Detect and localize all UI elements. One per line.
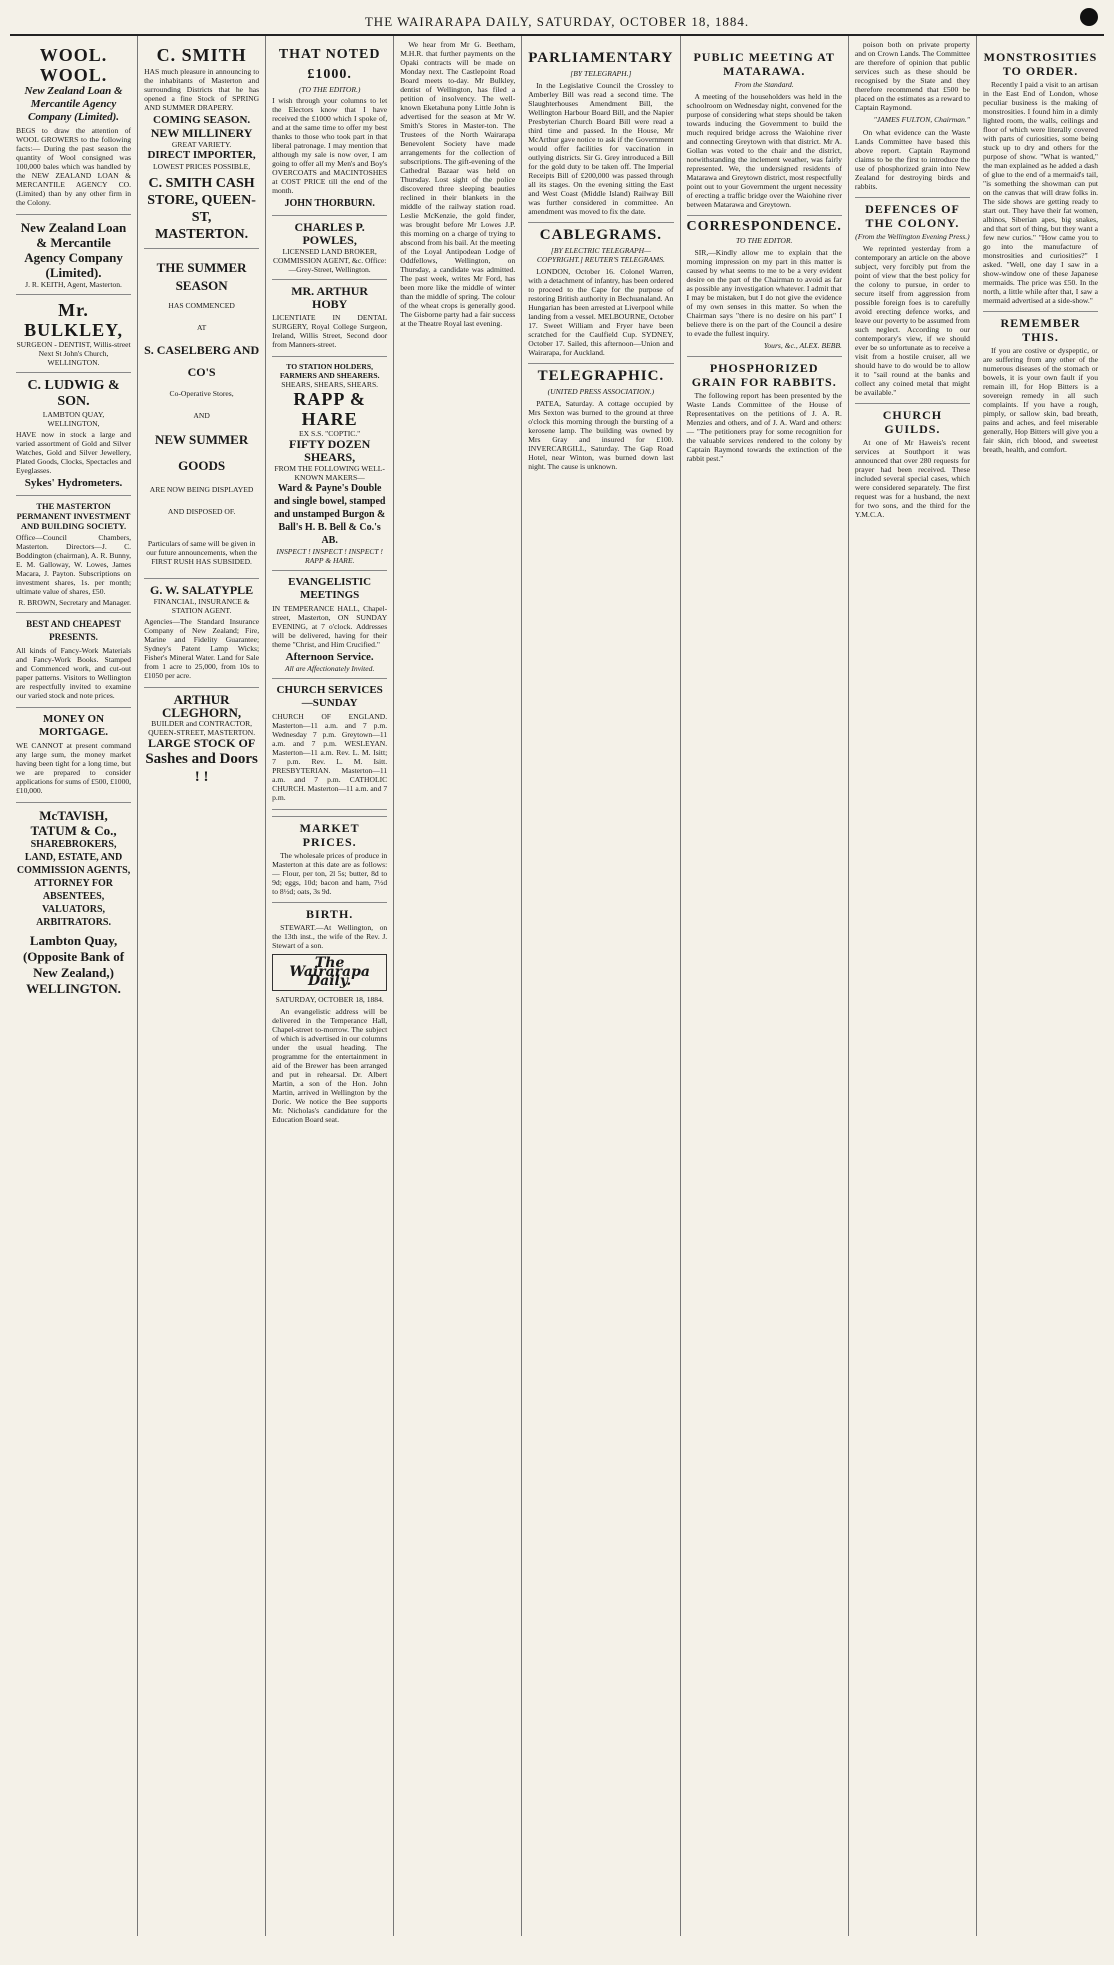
- tele-sub: (UNITED PRESS ASSOCIATION.): [547, 387, 655, 396]
- summer-line-2: AT: [196, 323, 207, 332]
- loan-sig: J. R. KEITH, Agent, Masterton.: [25, 280, 122, 289]
- birth-text: STEWART.—At Wellington, on the 13th inst., the wife of the Rev. J. Stewart of a son.: [272, 923, 388, 950]
- money-ad: [16, 708, 131, 803]
- parl-text: In the Legislative Council the Crossley to Amberley Bill was read a second time. The Slaughterhouses Amendment Bill, the Wellington Harbour Board Bill, and the Napier Presbyterian Church Board Bill were read a third time and passed. In the House, Mr McArthur gave notice to ask if the Government would offer facilities for vaccination in outlying districts. Sir G. Grey introduced a Bill for the gold duty to be taken off. The Imperial Receipts Bill of £200,000 was passed through all its stages. On the evening sitting the East and West Coast (Middle Island) Railway Bill was further considered in committee. An amendment was moved to fix the date.: [528, 81, 674, 216]
- fifty-makers: Ward & Payne's Double and single bowel, stamped and unstamped Burgon & Ball's H. B. Bell & Co.'s AB.: [273, 483, 386, 546]
- salatyple-text: Agencies—The Standard Insurance Company of New Zealand; Fire, Marine and Fidelity Guarantee; Sydney's Patent Lamp Wicks; Fisher's Mineral Water. Land for Sale from 1 acre to 25,000, from 10s to £1050 per acre.: [144, 617, 260, 680]
- smith-address: C. SMITH CASH STORE, QUEEN-ST, MASTERTON.: [147, 176, 256, 242]
- best-title: BEST AND CHEAPEST PRESENTS.: [26, 619, 121, 642]
- smith-direct: DIRECT IMPORTER,: [147, 149, 256, 161]
- rapp-name: RAPP & HARE: [293, 389, 366, 429]
- news-paragraphs: We hear from Mr G. Beetham, M.H.R. that further payments on the Opaki contracts will be made on Monday next. The Castlepoint Road Board meets to-day. Mr Bulkley, dentist of Wellington, has filed a petition of insolvency. The well-known Eketahuna pony Little John is advertised for the season at Mr W. Smith's Stores in Master-ton. The Trustees of the North Wairarapa Benevolent Society have made arrangements for the collection of subscriptions. The gift-evening of the Cathedral Bazaar was held on Thursday. Lost sight of the police discovered three sleeping beauties reclined in their blankets in the middle of the railway station road. Leslie McKenzie, the gold finder, was brought before Mr Lowes J.P. this morning on a charge of trying to abscond from his bail. At the meeting of the Loyal Antipodean Lodge of Oddfellows, Wellington, on Thursday, a candidate was admitted. The past week, writes Mr Ford, has been more like the middle of winter than the middle of spring. The colour of the wheat crops is generally good. The Gisborne party had a fair success at the Theatre Royal last evening.: [400, 40, 516, 328]
- remember-text: If you are costive or dyspeptic, or are suffering from any other of the numerous diseases of the stomach or bowels, it is your own fault if you remain ill, for Hop Bitters is a sovereign remedy in all such complaints. If you have a rough, pimply, or sallow skin, bad breath, pains and aches, and feel miserable generally, Hop Bitters will give you a fair skin, rich blood, and sweetest breath, health, and comfort.: [982, 346, 1099, 454]
- cleghorn-name: ARTHUR CLEGHORN,: [162, 692, 242, 720]
- guild-text: At one of Mr Haweis's recent services at Southport it was announced that over 280 requests for prayer had been received. These included several special cases, which were considered separately. The first request was for a husband, the next for two sons, and the third for the Y.M.C.A.: [854, 438, 970, 519]
- loan-ad: [16, 215, 131, 295]
- mctavish-sub: SHAREBROKERS, LAND, ESTATE, AND COMMISSION AGENTS, ATTORNEY FOR ABSENTEES, VALUATORS, ARBITRATORS.: [16, 839, 131, 928]
- mctavish-name: McTAVISH, TATUM & Co.,: [30, 808, 117, 838]
- col7-sig: "JAMES FULTON, Chairman.": [873, 115, 970, 124]
- mon-text: Recently I paid a visit to an artisan in the East End of London, whose peculiar business is the making of monstrosities. I found him in a dimly lighted room, the walls, ceilings and floor of which were literally covered with parts of curiosities, some being stuck up to dry and others for the purpose of show. "What is wanted," the man explained as he added a dash of glue to the end of a mermaid's tail, "is something the showman can put on the canvas that will draw folks in. The side shows are getting ready to start out. They have their fat women, albinos, Siberian apes, big snakes, and that sort of thing, but they want a few new curios." "How came you to go into the manufacture of monstrosities and curiosities?" I asked. "Well, one day I saw in a show-window one of these Japanese mermaids. The price was £50. In the north, a little while after that, I saw a mermaid advertised at a side-show.": [982, 80, 1099, 305]
- copeo-label: EX S.S. "COPTIC.": [299, 429, 361, 438]
- hoby-ad: [272, 280, 387, 357]
- salatyple-name: G. W. SALATYPLE: [150, 583, 254, 597]
- meeting-sub: From the Standard.: [734, 80, 794, 89]
- col7-text: poison both on private property and on Crown Lands. The Committee are therefore of opinion that public services such as these should be recognised by the State and they therefore recommend that £500 be placed on the estimates as a reward to Captain Raymond.: [854, 40, 970, 112]
- station-title: TO STATION HOLDERS, FARMERS AND SHEARERS.: [279, 362, 380, 380]
- best-text: All kinds of Fancy-Work Materials and Fancy-Work Books. Stamped and Commenced work, and cut-out paper patterns. Visitors to Wellington are respectfully invited to examine our varied stock and note prices.: [16, 646, 132, 700]
- parl-title: PARLIAMENTARY: [528, 50, 674, 66]
- hoby-name: MR. ARTHUR HOBY: [291, 284, 369, 311]
- column-8: [977, 36, 1104, 1936]
- columns: [10, 36, 1104, 1936]
- ludwig-text: HAVE now in stock a large and varied assortment of Gold and Silver Watches, Gold and Silver Jewellery, Plated Goods, Clocks, Spectacles and Eyeglasses.: [16, 430, 132, 475]
- summer-line-5: AND: [193, 411, 210, 420]
- smith-ad: [144, 40, 259, 249]
- evangel-ad: [272, 571, 387, 679]
- evangel-title: EVANGELISTIC MEETINGS: [288, 576, 372, 601]
- remember-title: REMEMBER THIS.: [983, 311, 1098, 344]
- church-text: CHURCH OF ENGLAND. Masterton—11 a.m. and 7 p.m. Wednesday 7 p.m. Greytown—11 a.m. and 7 p.m. WESLEYAN. Masterton—11 a.m. Rev. L. M. Isitt; 7 p.m. Rev. L. M. Isitt. PRESBYTERIAN. Masterton—11 a.m. and 7 p.m. CATHOLIC CHURCH. Masterton—11 a.m. and 7 p.m.: [272, 712, 388, 802]
- tele-title: TELEGRAPHIC.: [528, 363, 673, 385]
- fifty-sub: FROM THE FOLLOWING WELL-KNOWN MAKERS—: [274, 464, 385, 482]
- corr-sub: TO THE EDITOR.: [735, 236, 793, 245]
- powles-ad: [272, 216, 387, 280]
- column-7: [849, 36, 977, 1936]
- church-services: [272, 679, 387, 810]
- cable-text: LONDON, October 16. Colonel Warren, with a detachment of infantry, has been ordered to proceed to the Cape for the purpose of restoring British authority in Bechuanaland. An Hungarian has been arrested at Liverpool while landing from a vessel. MELBOURNE, October 17. Sweet William and Fryer have been scratched for the Caulfield Cup. SYDNEY, October 17. Sailed, this afternoon—Union and Wairarapa, for Auckland.: [528, 267, 674, 357]
- noted-text: I wish through your columns to let the Electors know that I have received the £1000 which I spoke of, and at the same time to offer my best thanks to those who took part in that liberal patronage. I may mention that although my sale is now over, I am going to offer all my Men's and Boy's OVERCOATS and MACINTOSHES at COST PRICE till the end of the month.: [272, 96, 388, 195]
- building-text: Office—Council Chambers, Masterton. Directors—J. C. Boddington (chairman), A. R. Bunny, E. M. Galloway, W. Lowes, James Macara, J. Payton. Subscriptions on investment shares, 1s. per month; ultimate value of shares, £50.: [16, 533, 132, 596]
- ludwig-sub: LAMBTON QUAY, WELLINGTON,: [42, 410, 105, 428]
- cable-sub: [BY ELECTRIC TELEGRAPH—COPYRIGHT.] REUTER'S TELEGRAMS.: [536, 246, 665, 264]
- wool-company: New Zealand Loan & Mercantile Agency Company (Limited).: [24, 85, 123, 123]
- new-summer-goods: NEW SUMMER GOODS: [154, 432, 249, 473]
- inspect-label: INSPECT ! INSPECT ! INSPECT ! RAPP & HARE.: [276, 547, 383, 565]
- defence-sub: (From the Wellington Evening Press.): [855, 232, 970, 241]
- ink-blot: [1080, 8, 1098, 26]
- church-title: CHURCH SERVICES—SUNDAY: [276, 684, 383, 709]
- smith-millinery: NEW MILLINERY: [150, 126, 253, 140]
- evangel-text: IN TEMPERANCE HALL, Chapel-street, Masterton, ON SUNDAY EVENING, at 7 o'clock. Addresses will be delivered, having for their theme "Christ, and Him Crucified.": [272, 604, 388, 649]
- phos-title: PHOSPHORIZED GRAIN FOR RABBITS.: [687, 356, 842, 389]
- building-sig: R. BROWN, Secretary and Manager.: [18, 598, 132, 607]
- tele-text: PATEA, Saturday. A cottage occupied by Mrs Sexton was burned to the ground at three o'clock this morning through the bursting of a kerosene lamp. The building was owned by Mrs Gray and insured for £100. INVERCARGILL, Saturday. The Gap Road Hotel, near Winton, was burned down last night. The cause is unknown.: [528, 399, 674, 471]
- evangel-service: Afternoon Service.: [285, 651, 374, 663]
- ludwig-foot: Sykes' Hydrometers.: [24, 477, 123, 489]
- phos-text: The following report has been presented by the Waste Lands Committee of the House of Representatives on the petitions of J. A. R. Menzies and others, and of J. A. Ward and others:— "The petitioners pray for some recognition for the valuable services rendered to the colony by Captain Raymond towards the extinction of the rabbit pest.": [686, 391, 842, 463]
- noted-title: THAT NOTED £1000.: [278, 47, 381, 82]
- masthead: THE WAIRARAPA DAILY, SATURDAY, OCTOBER 18, 1884.: [10, 8, 1104, 36]
- meeting-text: A meeting of the householders was held in the schoolroom on Wednesday night, convened for the purpose of considering what steps should be taken towards inducing the Government to build the much required bridge across the Waiohine river and connecting Greytown with that district. Mr A. Gollan was voted to the chair and the district, notwithstanding the inclement weather, was fairly represented. We, the undersigned residents of Matarawa and Greytown district, most respectfully point out to your Government the urgent necessity of erecting a traffic bridge over the Waiohine river between Matarawa and Greytown.: [686, 92, 842, 209]
- daily-date: SATURDAY, OCTOBER 18, 1884.: [275, 995, 384, 1004]
- cleghorn-sub: BUILDER and CONTRACTOR, QUEEN-STREET, MASTERTON.: [148, 719, 256, 737]
- wool-title: WOOL. WOOL.: [39, 45, 108, 85]
- summer-line-4: Co-Operative Stores,: [169, 389, 234, 398]
- wool-text: BEGS to draw the attention of WOOL GROWERS to the following facts:— During the past season the quantity of Wool consigned was 100,000 bales which was handled by the NEW ZEALAND LOAN & MERCANTILE AGENCY CO. (Limited) than by any other firm in the Colony.: [16, 126, 132, 207]
- hoby-text: LICENTIATE IN DENTAL SURGERY, Royal College Surgeon, Ireland, Willis Street, Second door from Manners-street.: [272, 313, 388, 349]
- market-title: MARKET PRICES.: [272, 816, 387, 849]
- cleghorn-foot: Sashes and Doors ! !: [145, 751, 258, 785]
- bulkley-ad: [16, 295, 131, 373]
- ludwig-ad: [16, 373, 131, 496]
- bulkley-name: Mr. BULKLEY,: [24, 300, 123, 340]
- money-text: WE CANNOT at present command any large sum, the money market having been tight for a long time, but we are prepared to consider applications for sums of £500, £1000, £10,000.: [16, 741, 132, 795]
- smith-prices: LOWEST PRICES POSSIBLE,: [153, 162, 251, 171]
- col7-text2: On what evidence can the Waste Lands Committee have based this above report. Captain Raymond claims to be the first to introduce the use of phosphorized grain into New Zealand for destroying birds and rabbits.: [854, 128, 970, 191]
- column-1: [10, 36, 138, 1936]
- defence-title: DEFENCES OF THE COLONY.: [855, 197, 970, 230]
- cable-title: CABLEGRAMS.: [528, 222, 673, 244]
- column-6: [681, 36, 849, 1936]
- bulkley-sub: SURGEON - DENTIST, Willis-street Next St John's Church, WELLINGTON.: [16, 340, 131, 367]
- mctavish-address: Lambton Quay, (Opposite Bank of New Zealand,) WELLINGTON.: [22, 933, 125, 996]
- building-title: THE MASTERTON PERMANENT INVESTMENT AND BUILDING SOCIETY.: [16, 501, 131, 531]
- corr-title: CORRESPONDENCE.: [687, 215, 842, 234]
- powles-name: CHARLES P. POWLES,: [294, 220, 365, 247]
- editorial-text: An evangelistic address will be delivered in the Temperance Hall, Chapel-street to-morrow. The subject of which is advertised in our columns under the usual heading. The programme for the entertainment in aid of the Brewer has been arranged and put in rehearsal. Dr. Albert Martin, a son of the Hon. John Martin, arrived in Wellington by the Doric. We notice the Bee supports Mr. Nicholas's candidature for the Education Board seat.: [272, 1007, 388, 1124]
- summer-title: THE SUMMER SEASON: [156, 260, 247, 293]
- summer-small: Particulars of same will be given in our future announcements, when the FIRST RUSH HAS SUBSIDED.: [146, 539, 257, 566]
- salatyple-sub: FINANCIAL, INSURANCE & STATION AGENT.: [153, 597, 250, 615]
- cleghorn-stock: LARGE STOCK OF: [148, 736, 256, 750]
- noted-ad: [272, 40, 387, 216]
- guild-title: CHURCH GUILDS.: [855, 403, 970, 436]
- powles-sub: LICENSED LAND BROKER, COMMISSION AGENT, &c. Office:—Grey-Street, Wellington.: [272, 247, 387, 274]
- evangel-foot: All are Affectionately Invited.: [284, 664, 375, 673]
- shears-ad: [272, 357, 387, 571]
- smith-name: C. SMITH: [156, 45, 247, 65]
- salatyple-ad: [144, 579, 259, 688]
- smith-variety: GREAT VARIETY.: [171, 140, 232, 149]
- shears-label: SHEARS, SHEARS, SHEARS.: [281, 380, 379, 389]
- corr-sig: Yours, &c., ALEX. BEBB.: [763, 341, 842, 350]
- smith-season: COMING SEASON.: [153, 114, 251, 126]
- mctavish-ad: [16, 803, 131, 1002]
- daily-title: The Wairarapa Daily.: [272, 954, 387, 991]
- noted-sig: JOHN THORBURN.: [284, 198, 375, 209]
- ludwig-name: C. LUDWIG & SON.: [27, 378, 120, 409]
- column-3: [266, 36, 394, 1936]
- summer-line-3: S. CASELBERG AND CO'S: [144, 343, 260, 379]
- cleghorn-ad: [144, 688, 259, 791]
- loan-name: New Zealand Loan & Mercantile Agency Company (Limited).: [20, 220, 127, 280]
- wool-ad: [16, 40, 131, 215]
- defence-text: We reprinted yesterday from a contemporary an article on the above subject, very forcibly put from the point of view that the best policy for the colony to pursue, in order to secure itself from aggression from possible foreign foes is to carefully avoid erecting defence works, and leave our poverty to be assumed from such neglect. According to our contemporary's view, if we should ever be so unfortunate as to receive a visit from a hostile cruiser, all we should have to do would be to allow it to "sail round at the banks and collect any coined metal that might be available.": [854, 244, 970, 397]
- summer-season-ad: [144, 249, 259, 579]
- summer-foot: ARE NOW BEING DISPLAYED AND DISPOSED OF.: [149, 485, 254, 516]
- column-4: [394, 36, 522, 1936]
- mon-title: MONSTROSITIES TO ORDER.: [983, 50, 1098, 78]
- summer-line-1: HAS COMMENCED: [168, 301, 235, 310]
- meeting-title: PUBLIC MEETING AT MATARAWA.: [693, 50, 835, 78]
- birth-title: BIRTH.: [272, 902, 387, 921]
- parl-sub: [BY TELEGRAPH.]: [570, 69, 632, 78]
- market-text: The wholesale prices of produce in Masterton at this date are as follows:— Flour, per ton, 2l 5s; butter, 8d to 9d; eggs, 10d; bacon and ham, 7½d to 8½d; oats, 3s 9d.: [272, 851, 388, 896]
- fifty-title: FIFTY DOZEN SHEARS,: [289, 437, 371, 464]
- smith-text: HAS much pleasure in announcing to the inhabitants of Masterton and surrounding Districts that he has opened a fine Stock of SPRING AND SUMMER DRAPERY.: [144, 67, 260, 112]
- building-society-ad: [16, 496, 131, 613]
- noted-sub: (TO THE EDITOR.): [298, 85, 361, 94]
- column-5: [522, 36, 680, 1936]
- presents-ad: [16, 613, 131, 708]
- column-2: [138, 36, 266, 1936]
- corr-text: SIR,—Kindly allow me to explain that the morning impression on my part in this matter is caused by what seems to me to be a very evident desire on the part of the Chairman to avoid as far as possible any investigation whatever. I admit that I may be mistaken, but I do not give the evidence of my own senses in this matter. So when the Chairman says "there is no desire on his part" I believe there is on the part of the Council a desire to evade the fullest inquiry.: [686, 248, 842, 338]
- money-title: MONEY ON MORTGAGE.: [39, 713, 109, 738]
